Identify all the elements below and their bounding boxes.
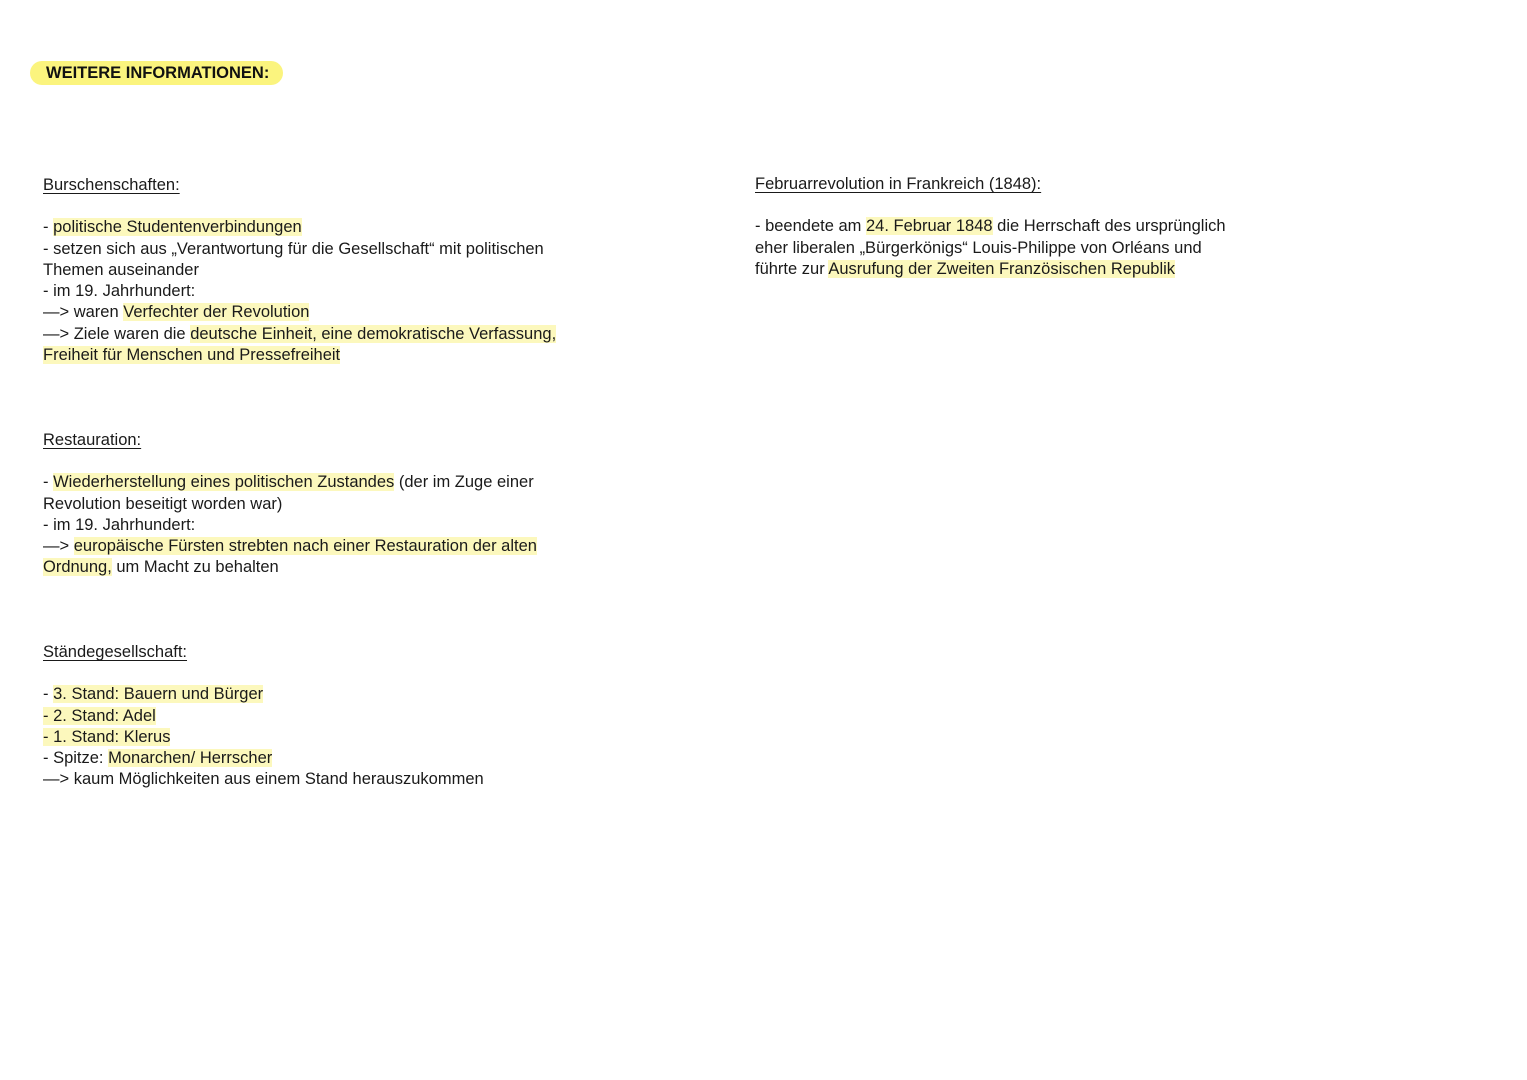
text-line: eher liberalen „Bürgerkönigs“ Louis-Philippe von Orléans und xyxy=(755,238,1202,257)
text-line: - setzen sich aus „Verantwortung für die Gesellschaft“ mit politischen xyxy=(43,239,544,258)
highlight: Ausrufung der Zweiten Französischen Republik xyxy=(828,259,1176,278)
highlight: 3. Stand: Bauern und Bürger xyxy=(53,685,264,704)
text-line xyxy=(43,727,484,748)
section-staendegesellschaft xyxy=(43,642,484,791)
section-restauration xyxy=(43,430,537,579)
section-heading-restauration: Restauration: xyxy=(43,431,142,449)
page-title: WEITERE INFORMATIONEN: xyxy=(30,61,283,85)
section-heading-burschenschaften: Burschenschaften: xyxy=(43,176,180,194)
text-line: —> waren Verfechter der Revolution xyxy=(43,303,310,322)
highlight: Ordnung, xyxy=(43,558,112,577)
section-heading-februarrevolution: Februarrevolution in Frankreich (1848): xyxy=(755,175,1042,193)
section-heading-staendegesellschaft: Ständegesellschaft: xyxy=(43,643,188,661)
highlight: Monarchen/ Herrscher xyxy=(108,749,273,768)
text-line: —> kaum Möglichkeiten aus einem Stand herauszukommen xyxy=(43,770,484,789)
text-line: - im 19. Jahrhundert: xyxy=(43,282,196,301)
text-line: —> europäische Fürsten strebten nach einer Restauration der alten xyxy=(43,537,537,556)
highlight: - 1. Stand: Klerus xyxy=(43,727,171,746)
text-line: Themen auseinander xyxy=(43,260,199,279)
highlight: deutsche Einheit, eine demokratische Verfassung, xyxy=(190,324,557,343)
text-line xyxy=(43,706,484,727)
text-line xyxy=(43,345,556,366)
highlight: Verfechter der Revolution xyxy=(123,303,310,322)
text-line: Revolution beseitigt worden war) xyxy=(43,494,283,513)
text-line: - beendete am 24. Februar 1848 die Herrschaft des ursprünglich xyxy=(755,217,1226,236)
highlight: politische Studentenverbindungen xyxy=(53,218,302,237)
highlight: 24. Februar 1848 xyxy=(866,217,993,236)
text-line: - Wiederherstellung eines politischen Zustandes (der im Zuge einer xyxy=(43,473,534,492)
text-line: Ordnung, um Macht zu behalten xyxy=(43,558,279,577)
text-line: - Spitze: Monarchen/ Herrscher xyxy=(43,749,273,768)
highlight: Wiederherstellung eines politischen Zustandes xyxy=(53,473,395,492)
text-line: - politische Studentenverbindungen xyxy=(43,218,302,237)
highlight: - 2. Stand: Adel xyxy=(43,706,156,725)
highlight: Freiheit für Menschen und Pressefreiheit xyxy=(43,346,341,365)
text-line: —> Ziele waren die deutsche Einheit, eine demokratische Verfassung, xyxy=(43,324,557,343)
section-burschenschaften xyxy=(43,175,556,366)
highlight: europäische Fürsten strebten nach einer Restauration der alten xyxy=(73,537,537,556)
section-februarrevolution xyxy=(755,174,1226,280)
text-line: führte zur Ausrufung der Zweiten Französischen Republik xyxy=(755,259,1176,278)
text-line: - im 19. Jahrhundert: xyxy=(43,515,196,534)
text-line: - 3. Stand: Bauern und Bürger xyxy=(43,685,264,704)
